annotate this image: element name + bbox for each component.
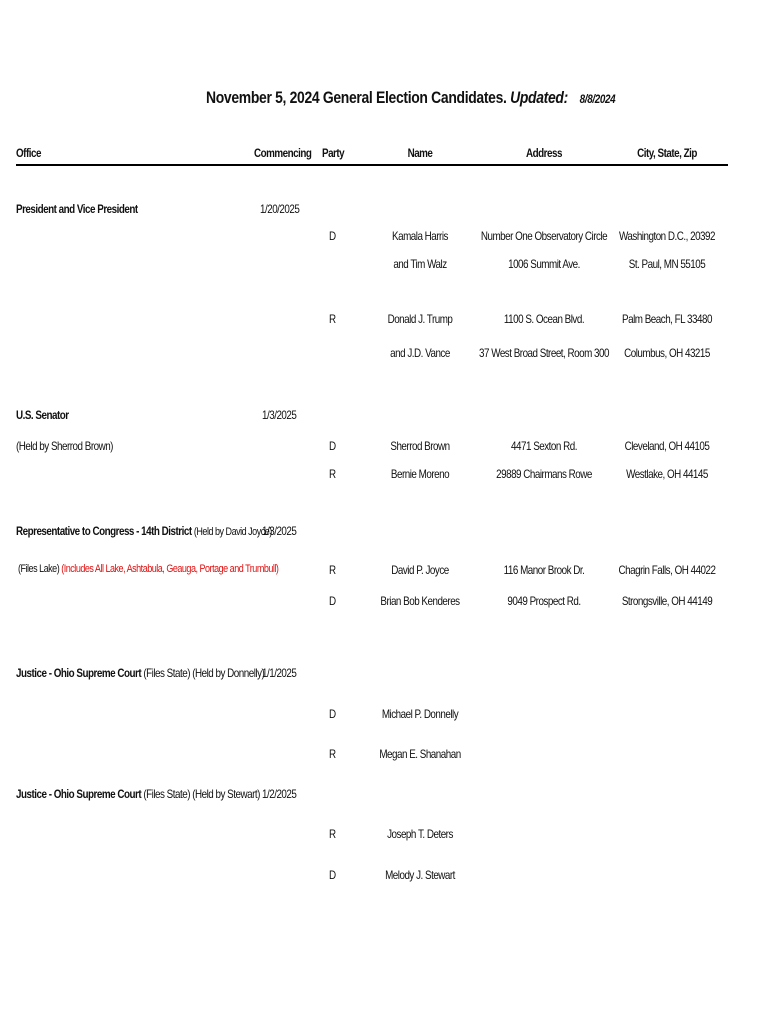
city-cell: Westlake, OH 44145 xyxy=(626,467,708,481)
office-justice-1-note: (Files State) (Held by Donnelly) xyxy=(143,666,265,680)
commencing-senator: 1/3/2025 xyxy=(262,408,297,422)
header-address: Address xyxy=(526,146,562,160)
address-cell: 1006 Summit Ave. xyxy=(508,257,580,271)
header-office: Office xyxy=(16,146,41,160)
commencing-justice-2: 1/2/2025 xyxy=(262,787,297,801)
city-cell: St. Paul, MN 55105 xyxy=(628,257,706,271)
updated-date: 8/8/2024 xyxy=(579,92,616,106)
name-cell: Brian Bob Kenderes xyxy=(380,594,460,608)
office-justice-2 xyxy=(16,787,260,801)
party-cell: D xyxy=(329,707,336,721)
office-congress xyxy=(16,524,272,538)
updated-label: Updated: xyxy=(510,88,568,107)
address-cell: Number One Observatory Circle xyxy=(480,229,608,243)
city-cell: Columbus, OH 43215 xyxy=(624,346,710,360)
commencing-justice-1: 1/1/2025 xyxy=(262,666,297,680)
name-cell: Megan E. Shanahan xyxy=(379,747,461,761)
party-cell: D xyxy=(329,439,336,453)
header-party: Party xyxy=(322,146,345,160)
address-cell: 4471 Sexton Rd. xyxy=(511,439,577,453)
office-congress-held: (Held by David Joyce) xyxy=(193,526,272,538)
name-cell: and J.D. Vance xyxy=(390,346,450,360)
office-justice-2-note: (Files State) (Held by Stewart) xyxy=(143,787,260,801)
city-cell: Washington D.C., 20392 xyxy=(618,229,716,243)
name-cell: Bernie Moreno xyxy=(390,467,450,481)
address-cell: 37 West Broad Street, Room 300 xyxy=(478,346,610,360)
party-cell: R xyxy=(329,563,336,577)
address-cell: 1100 S. Ocean Blvd. xyxy=(503,312,585,326)
name-cell: David P. Joyce xyxy=(391,563,449,577)
name-cell: Kamala Harris xyxy=(392,229,448,243)
office-justice-1-title: Justice - Ohio Supreme Court xyxy=(16,666,142,680)
party-cell: R xyxy=(329,827,336,841)
name-cell: Donald J. Trump xyxy=(387,312,453,326)
party-cell: R xyxy=(329,747,336,761)
includes-note: (Includes All Lake, Ashtabula, Geauga, Portage and Trumbull) xyxy=(61,563,279,575)
party-cell: R xyxy=(329,467,336,481)
header-name: Name xyxy=(407,146,433,160)
address-cell: 29889 Chairmans Rowe xyxy=(496,467,592,481)
header-commencing: Commencing xyxy=(254,146,312,160)
office-justice-1 xyxy=(16,666,264,680)
address-cell: 116 Manor Brook Dr. xyxy=(503,563,585,577)
page-title xyxy=(206,88,615,108)
party-cell: D xyxy=(329,229,336,243)
header-divider xyxy=(16,164,728,166)
files-note: (Files Lake) xyxy=(18,563,60,575)
party-cell: D xyxy=(329,868,336,882)
congress-notes xyxy=(18,563,278,575)
name-cell: Joseph T. Deters xyxy=(387,827,453,841)
name-cell: Michael P. Donnelly xyxy=(381,707,459,721)
name-cell: and Tim Walz xyxy=(393,257,447,271)
header-city-state-zip: City, State, Zip xyxy=(637,146,697,160)
office-senator: U.S. Senator xyxy=(16,408,69,422)
office-justice-2-title: Justice - Ohio Supreme Court xyxy=(16,787,142,801)
name-cell: Sherrod Brown xyxy=(390,439,450,453)
city-cell: Strongsville, OH 44149 xyxy=(621,594,713,608)
party-cell: D xyxy=(329,594,336,608)
commencing-congress: 1/3/2025 xyxy=(262,524,297,538)
address-cell: 9049 Prospect Rd. xyxy=(507,594,581,608)
senator-note: (Held by Sherrod Brown) xyxy=(16,439,113,453)
office-congress-title: Representative to Congress - 14th District xyxy=(16,524,192,538)
commencing-president: 1/20/2025 xyxy=(260,202,300,216)
office-president: President and Vice President xyxy=(16,202,138,216)
party-cell: R xyxy=(329,312,336,326)
title-main: November 5, 2024 General Election Candidates. xyxy=(206,88,507,107)
name-cell: Melody J. Stewart xyxy=(385,868,455,882)
city-cell: Cleveland, OH 44105 xyxy=(624,439,710,453)
city-cell: Palm Beach, FL 33480 xyxy=(622,312,712,326)
city-cell: Chagrin Falls, OH 44022 xyxy=(618,563,716,577)
